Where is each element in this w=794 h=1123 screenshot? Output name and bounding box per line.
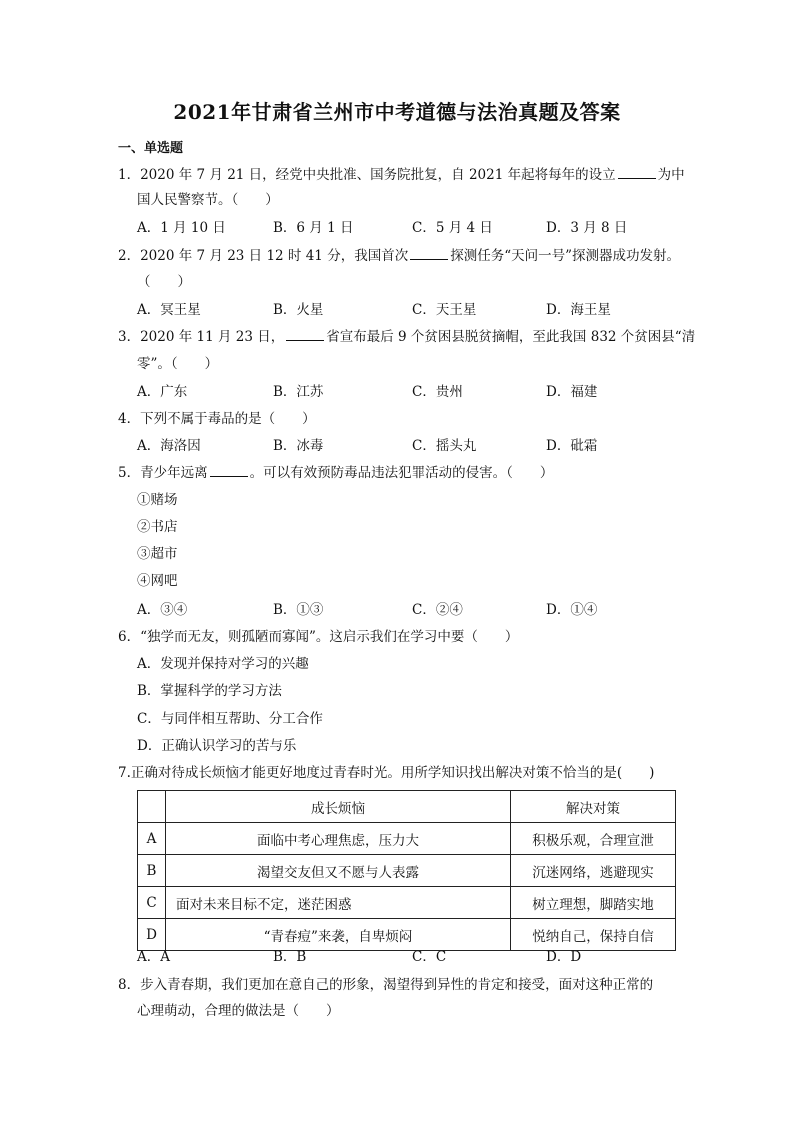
row-solution: 积极乐观，合理宣泄	[511, 823, 676, 855]
row-solution: 悦纳自己，保持自信	[511, 919, 676, 951]
question-8-line-2: 心理萌动，合理的做法是（ ）	[137, 1003, 340, 1019]
q5-option-a: A．③④	[137, 602, 188, 618]
row-solution: 树立理想，脚踏实地	[511, 887, 676, 919]
q3-option-a: A．广东	[137, 384, 188, 400]
question-7-table	[137, 790, 676, 951]
q1-option-b: B．6 月 1 日	[273, 220, 354, 236]
question-3-line-1: 3．2020 年 11 月 23 日， 省宣布最后 9 个贫困县脱贫摘帽，至此我国 832 个贫困县“清	[118, 329, 696, 345]
section-heading: 一、单选题	[118, 141, 184, 156]
row-solution: 沉迷网络，逃避现实	[511, 855, 676, 887]
answer-blank	[210, 463, 248, 477]
q4-option-c: C．摇头丸	[412, 438, 477, 454]
question-1-line-1: 1．2020 年 7 月 21 日，经党中央批准、国务院批复，自 2021 年起将每年的设立 为中	[118, 167, 685, 183]
question-1-line-2: 国人民警察节。（ ）	[137, 192, 279, 208]
question-2-line-1: 2．2020 年 7 月 23 日 12 时 41 分，我国首次 探测任务“天问一号”探测器成功发射。	[118, 248, 681, 264]
question-6-line-1: 6．“独学而无友，则孤陋而寡闻”。这启示我们在学习中要（ ）	[118, 629, 519, 645]
table-header-row	[138, 791, 676, 823]
table-row	[138, 855, 676, 887]
row-label: B	[138, 855, 166, 887]
question-4-line-1: 4．下列不属于毒品的是（ ）	[118, 411, 316, 427]
q7-option-d: D．D	[546, 949, 582, 965]
q6-option-a: A．发现并保持对学习的兴趣	[137, 656, 309, 672]
question-2-line-2: （ ）	[137, 274, 191, 290]
table-row	[138, 919, 676, 951]
q1-option-c: C．5 月 4 日	[412, 220, 493, 236]
q6-option-b: B．掌握科学的学习方法	[137, 683, 282, 699]
q6-option-d: D．正确认识学习的苦与乐	[137, 738, 297, 754]
answer-blank	[286, 327, 324, 341]
q4-option-b: B．冰毒	[273, 438, 324, 454]
q5-option-d: D．①④	[546, 602, 598, 618]
q7-option-b: B．B	[273, 949, 307, 965]
q5-item-3: ③超市	[137, 546, 178, 562]
q5-item-2: ②书店	[137, 519, 178, 535]
question-5-line-1: 5．青少年远离 。可以有效预防毒品违法犯罪活动的侵害。（ ）	[118, 465, 554, 481]
q3-option-d: D．福建	[546, 384, 598, 400]
row-label: A	[138, 823, 166, 855]
row-trouble: 面对未来目标不定，迷茫困惑	[166, 887, 511, 919]
q2-option-a: A．冥王星	[137, 302, 201, 318]
question-3-line-2: 零”。（ ）	[137, 356, 219, 372]
q1-option-a: A．1 月 10 日	[137, 220, 226, 236]
q5-option-b: B．①③	[273, 602, 324, 618]
table-header-solution: 解决对策	[511, 791, 676, 823]
answer-blank	[410, 246, 448, 260]
q4-option-d: D．砒霜	[546, 438, 598, 454]
table-header-trouble: 成长烦恼	[166, 791, 511, 823]
q7-option-a: A．A	[137, 949, 170, 965]
question-8-line-1: 8．步入青春期，我们更加在意自己的形象，渴望得到异性的肯定和接受，面对这种正常的	[118, 977, 654, 993]
q7-option-c: C．C	[412, 949, 447, 965]
answer-blank	[618, 165, 656, 179]
table-row	[138, 887, 676, 919]
row-trouble: 面临中考心理焦虑，压力大	[166, 823, 511, 855]
question-7-line-1: 7.正确对待成长烦恼才能更好地度过青春时光。用所学知识找出解决对策不恰当的是( )	[118, 765, 655, 781]
table-header-empty	[138, 791, 166, 823]
q6-option-c: C．与同伴相互帮助、分工合作	[137, 711, 323, 727]
row-trouble: 渴望交友但又不愿与人表露	[166, 855, 511, 887]
row-trouble: “青春痘”来袭，自卑烦闷	[166, 919, 511, 951]
q2-option-c: C．天王星	[412, 302, 477, 318]
q5-item-4: ④网吧	[137, 573, 178, 589]
row-label: D	[138, 919, 166, 951]
row-label: C	[138, 887, 166, 919]
page-title: 2021年甘肃省兰州市中考道德与法治真题及答案	[173, 100, 621, 124]
q3-option-c: C．贵州	[412, 384, 463, 400]
table-row	[138, 823, 676, 855]
q4-option-a: A．海洛因	[137, 438, 201, 454]
q2-option-b: B．火星	[273, 302, 324, 318]
q2-option-d: D．海王星	[546, 302, 611, 318]
q5-item-1: ①赌场	[137, 492, 178, 508]
q5-option-c: C．②④	[412, 602, 463, 618]
q1-option-d: D．3 月 8 日	[546, 220, 628, 236]
q3-option-b: B．江苏	[273, 384, 324, 400]
